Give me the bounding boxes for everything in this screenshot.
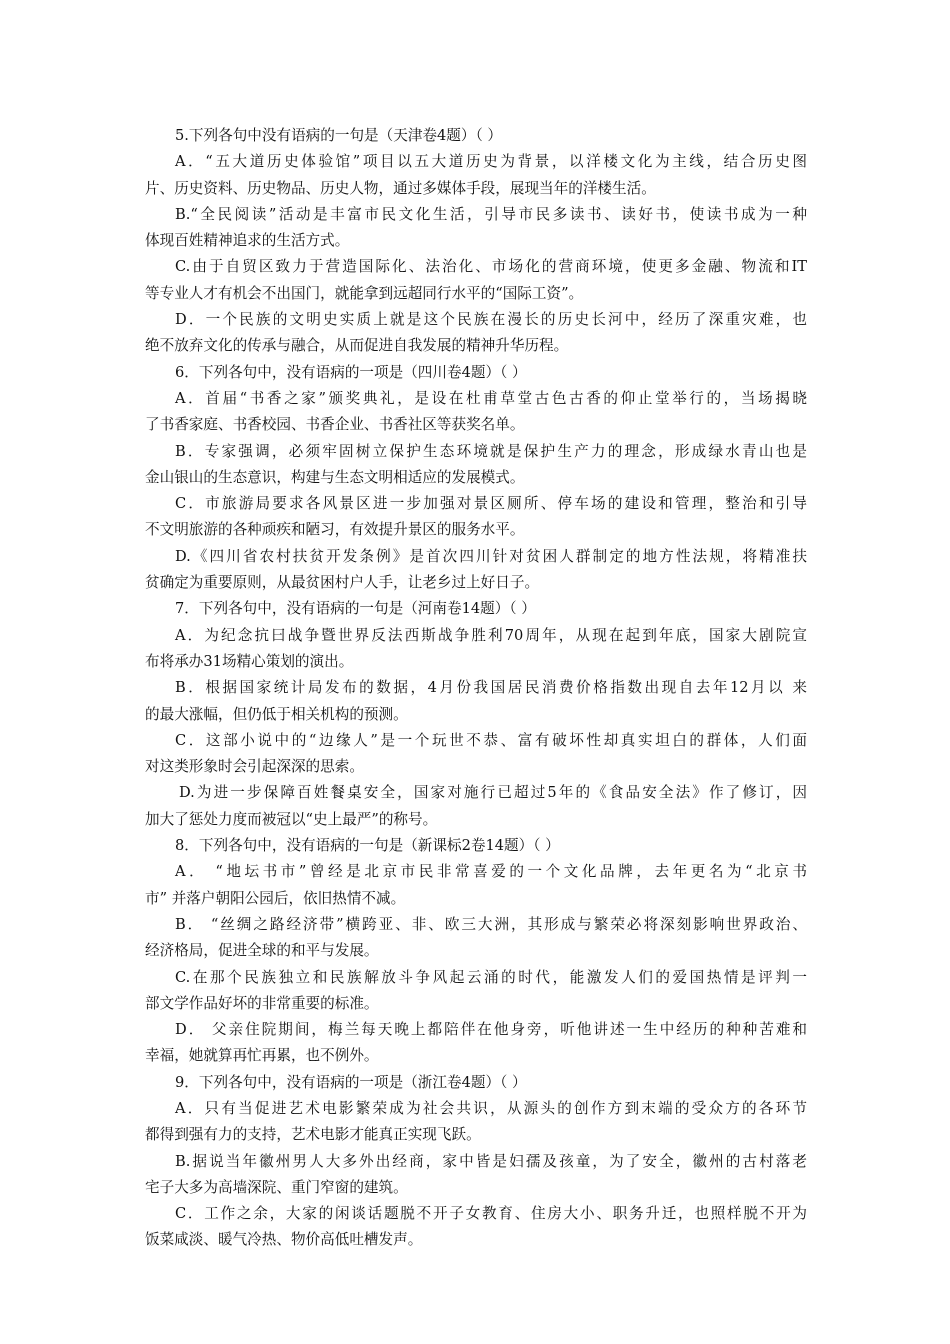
q8-option-b-line-1: B． “丝绸之路经济带”横跨亚、非、欧三大洲，其形成与繁荣必将深刻影响世界政治、 (175, 915, 807, 933)
q8-option-a-line-1: A． “地坛书市”曾经是北京市民非常喜爱的一个文化品牌，去年更名为“北京书 (175, 863, 807, 881)
q7-option-b-line-1: B．根据国家统计局发布的数据，4月份我国居民消费价格指数出现自去年12月以 来 (175, 679, 807, 697)
question-8-stem: 8．下列各句中，没有语病的一句是（新课标2卷14题）（ ） (175, 837, 560, 855)
q6-option-a-line-2: 了书香家庭、书香校园、书香企业、书香社区等获奖名单。 (145, 416, 525, 434)
q5-option-b-line-2: 体现百姓精神追求的生活方式。 (145, 232, 350, 250)
q6-option-c-line-1: C．市旅游局要求各风景区进一步加强对景区厕所、停车场的建设和管理，整治和引导 (175, 495, 807, 513)
q7-option-d-line-2: 加大了惩处力度而被冠以“史上最严”的称号。 (145, 810, 438, 828)
q5-option-c-line-1: C.由于自贸区致力于营造国际化、法治化、市场化的营商环境，使更多金融、物流和IT (175, 258, 807, 276)
q8-option-a-line-2: 市” 并落户朝阳公园后，依旧热情不减。 (145, 889, 406, 907)
q9-option-b-line-2: 宅子大多为高墙深院、重门窄窗的建筑。 (145, 1178, 408, 1196)
q8-option-c-line-2: 部文学作品好坏的非常重要的标准。 (145, 994, 379, 1012)
q7-option-d-line-1: D.为进一步保障百姓餐桌安全，国家对施行已超过5年的《食品安全法》作了修订，因 (179, 784, 807, 802)
q9-option-c-line-1: C．工作之余，大家的闲谈话题脱不开子女教育、住房大小、职务升迁，也照样脱不开为 (175, 1205, 807, 1223)
q9-option-a-line-2: 都得到强有力的支持，艺术电影才能真正实现飞跃。 (145, 1126, 481, 1144)
q7-option-c-line-1: C．这部小说中的“边缘人”是一个玩世不恭、富有破坏性却真实坦白的群体，人们面 (175, 731, 807, 749)
q9-option-a-line-1: A．只有当促进艺术电影繁荣成为社会共识，从源头的创作方到末端的受众方的各环节 (175, 1099, 807, 1117)
q7-option-b-line-2: 的最大涨幅，但仍低于相关机构的预测。 (145, 705, 408, 723)
exam-question-text (145, 123, 807, 1254)
q6-option-c-line-2: 不文明旅游的各种顽疾和陋习，有效提升景区的服务水平。 (145, 521, 525, 539)
q6-option-a-line-1: A．首届“书香之家”颁奖典礼，是设在杜甫草堂古色古香的仰止堂举行的，当场揭晓 (175, 389, 807, 407)
q5-option-d-line-1: D．一个民族的文明史实质上就是这个民族在漫长的历史长河中，经历了深重灾难，也 (175, 311, 807, 329)
q5-option-c-line-2: 等专业人才有机会不出国门，就能拿到远超同行水平的“国际工资”。 (145, 284, 584, 302)
q5-option-b-line-1: B.“全民阅读”活动是丰富市民文化生活，引导市民多读书、读好书，使读书成为一种 (175, 205, 807, 223)
q7-option-a-line-2: 布将承办31场精心策划的演出。 (145, 652, 354, 670)
question-6-stem: 6．下列各句中，没有语病的一项是（四川卷4题）（ ） (175, 363, 527, 381)
q8-option-d-line-1: D． 父亲住院期间，梅兰每天晚上都陪伴在他身旁，听他讲述一生中经历的种种苦难和 (175, 1021, 807, 1039)
q7-option-c-line-2: 对这类形象时会引起深深的思索。 (145, 758, 364, 776)
q6-option-b-line-2: 金山银山的生态意识，构建与生态文明相适应的发展模式。 (145, 468, 525, 486)
q8-option-c-line-1: C.在那个民族独立和民族解放斗争风起云涌的时代，能激发人们的爱国热情是评判一 (175, 968, 807, 986)
q5-option-d-line-2: 绝不放弃文化的传承与融合，从而促进自我发展的精神升华历程。 (145, 337, 569, 355)
question-5-stem: 5.下列各句中没有语病的一句是（天津卷4题）（ ） (175, 127, 503, 144)
q5-option-a-line-1: A．“五大道历史体验馆”项目以五大道历史为背景，以洋楼文化为主线，结合历史图 (175, 153, 807, 171)
q5-option-a-line-2: 片、历史资料、历史物品、历史人物，通过多媒体手段，展现当年的洋楼生活。 (145, 179, 656, 197)
q8-option-b-line-2: 经济格局，促进全球的和平与发展。 (145, 942, 379, 960)
q9-option-b-line-1: B.据说当年徽州男人大多外出经商，家中皆是妇孺及孩童，为了安全，徽州的古村落老 (175, 1152, 807, 1170)
q9-option-c-line-2: 饭菜咸淡、暖气冷热、物价高低吐槽发声。 (145, 1231, 423, 1249)
q6-option-b-line-1: B．专家强调，必须牢固树立保护生态环境就是保护生产力的理念，形成绿水青山也是 (175, 442, 807, 460)
question-9-stem: 9．下列各句中，没有语病的一项是（浙江卷4题）（ ） (175, 1073, 527, 1091)
q6-option-d-line-2: 贫确定为重要原则，从最贫困村户人手，让老乡过上好日子。 (145, 574, 540, 592)
q8-option-d-line-2: 幸福，她就算再忙再累，也不例外。 (145, 1047, 379, 1065)
q7-option-a-line-1: A．为纪念抗曰战争暨世界反法西斯战争胜利70周年，从现在起到年底，国家大剧院宣 (175, 626, 807, 644)
q6-option-d-line-1: D.《四川省农村扶贫开发条例》是首次四川针对贫困人群制定的地方性法规，将精准扶 (175, 547, 807, 565)
question-7-stem: 7．下列各句中，没有语病的一句是（河南卷14题）（ ） (175, 600, 536, 618)
